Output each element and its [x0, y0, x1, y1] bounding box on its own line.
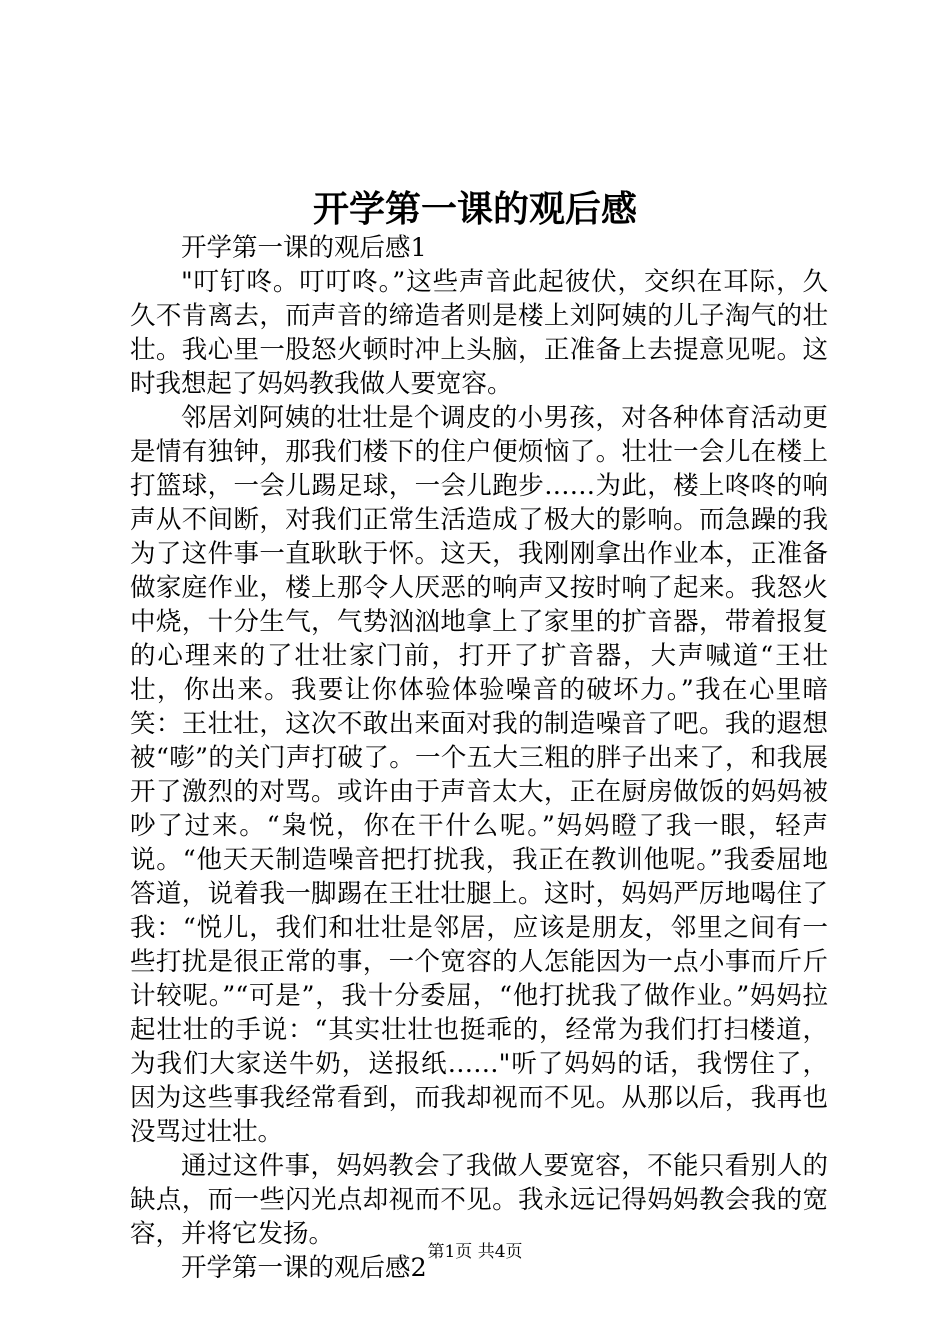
body-paragraph: "叮钉咚。叮叮咚。”这些声音此起彼伏，交织在耳际，久久不肯离去，而声音的缔造者则是楼上刘阿姨的儿子淘气的壮壮。我心里一股怒火顿时冲上头脑，正准备上去提意见呢。这时我想起了妈妈教我做人要宽容。 — [130, 267, 828, 399]
page-footer: 第1页 共4页 — [427, 1242, 523, 1262]
section-heading-2: 开学第一课的观后感2 — [181, 1253, 427, 1283]
document-body — [130, 231, 828, 1285]
section-heading-1: 开学第一课的观后感1 — [181, 233, 427, 263]
body-paragraph: 邻居刘阿姨的壮壮是个调皮的小男孩，对各种体育活动更是情有独钟，那我们楼下的住户便烦恼了。壮壮一会儿在楼上打篮球，一会儿踢足球，一会儿跑步……为此，楼上咚咚的响声从不间断，对我们正常生活造成了极大的影响。而急躁的我为了这件事一直耿耿于怀。这天，我刚刚拿出作业本，正准备做家庭作业，楼上那令人厌恶的响声又按时响了起来。我怒火中烧，十分生气，气势汹汹地拿上了家里的扩音器，带着报复的心理来的了壮壮家门前，打开了扩音器，大声喊道“王壮壮，你出来。我要让你体验体验噪音的破坏力。”我在心里暗笑：王壮壮，这次不敢出来面对我的制造噪音了吧。我的遐想被“嘭”的关门声打破了。一个五大三粗的胖子出来了，和我展开了激烈的对骂。或许由于声音太大，正在厨房做饭的妈妈被吵了过来。“枭悦，你在干什么呢。”妈妈瞪了我一眼，轻声说。“他天天制造噪音把打扰我，我正在教训他呢。”我委屈地答道，说着我一脚踢在王壮壮腿上。这时，妈妈严厉地喝住了我：“悦儿，我们和壮壮是邻居，应该是朋友，邻里之间有一些打扰是很正常的事，一个宽容的人怎能因为一点小事而斤斤计较呢。”“可是”，我十分委屈，“他打扰我了做作业。”妈妈拉起壮壮的手说：“其实壮壮也挺乖的，经常为我们打扫楼道，为我们大家送牛奶，送报纸……"听了妈妈的话，我愣住了，因为这些事我经常看到，而我却视而不见。从那以后，我再也没骂过壮壮。 — [130, 403, 828, 1147]
body-paragraph: 通过这件事，妈妈教会了我做人要宽容，不能只看别人的缺点，而一些闪光点却视而不见。我永远记得妈妈教会我的宽容，并将它发扬。 — [130, 1151, 828, 1249]
document-title: 开学第一课的观后感 — [312, 188, 637, 230]
